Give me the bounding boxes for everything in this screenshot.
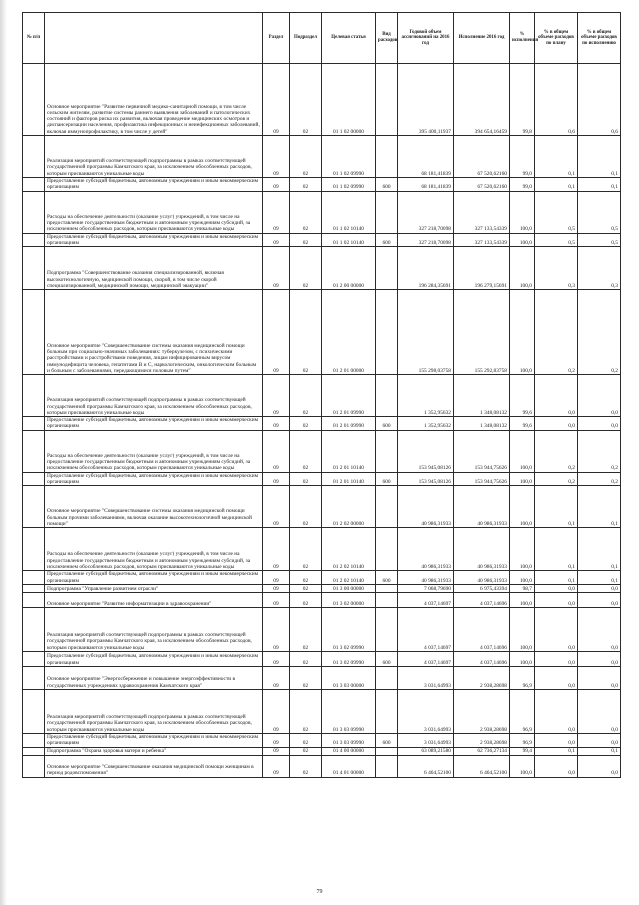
row-number [23,247,45,290]
row-number [23,584,45,592]
row-subsection: 02 [290,584,322,592]
row-target: 01 4 00 00000 [322,747,376,755]
row-subsection: 02 [290,430,322,472]
row-pct: 96,9 [510,666,535,689]
row-expense-type: 600 [376,178,398,192]
row-share-exec: 0,0 [578,375,621,417]
row-expense-type: 600 [376,472,398,486]
row-pct: 99,0 [510,178,535,192]
row-name: Подпрограмма "Совершенствование оказания специализированной, включая высокотехнологичную, медицинской помощи, скорой, в том числе скорой специализированной, медицинской помощи, медицинской эвакуации" [45,247,263,290]
row-expense-type [376,430,398,472]
row-number [23,689,45,733]
row-target: 01 3 03 00000 [322,666,376,689]
row-target: 01 1 02 00000 [322,64,376,136]
row-expense-type: 600 [376,233,398,247]
row-section: 09 [263,64,290,136]
row-exec: 6 464,52100 [454,755,510,777]
row-share-plan: 0,0 [535,607,578,651]
row-plan: 4 037,14697 [398,607,454,651]
row-exec: 153 944,75626 [454,472,510,486]
row-subsection: 02 [290,733,322,747]
row-target: 01 1 02 10140 [322,233,376,247]
row-plan: 395 400,11937 [398,64,454,136]
row-plan: 3 031,64993 [398,666,454,689]
row-expense-type [376,64,398,136]
row-pct: 98,7 [510,584,535,592]
row-plan: 7 068,79690 [398,584,454,592]
row-number [23,64,45,136]
row-plan: 68 181,41839 [398,136,454,178]
row-share-exec: 0,0 [578,584,621,592]
row-pct: 100,0 [510,592,535,607]
row-exec: 4 037,14696 [454,651,510,666]
table-row [23,486,621,528]
row-share-plan: 0,5 [535,191,578,233]
row-section: 09 [263,375,290,417]
row-section: 09 [263,486,290,528]
row-pct: 99,6 [510,375,535,417]
row-expense-type [376,592,398,607]
row-exec: 327 133,54339 [454,191,510,233]
row-share-plan: 0,2 [535,472,578,486]
row-section: 09 [263,584,290,592]
row-expense-type: 600 [376,571,398,585]
row-target: 01 2 01 09990 [322,417,376,431]
row-number [23,607,45,651]
row-subsection: 02 [290,178,322,192]
row-expense-type: 600 [376,417,398,431]
row-target: 01 2 01 09990 [322,375,376,417]
row-name: Предоставление субсидий бюджетным, автономным учреждениям и иным некоммерческим организациям [45,651,263,666]
row-section: 09 [263,247,290,290]
header-expense-type: Вид расходов [376,13,398,64]
row-name: Основное мероприятие "Совершенствование системы оказания медицинской помощи больным прочими заболеваниями, включая оказание высокотехнологичной медицинской помощи" [45,486,263,528]
row-name: Основное мероприятие "Развитие первичной медико-санитарной помощи, в том числе сельским жителям, развитие системы раннего выявления заболеваний и патологических состояний и факторов риска их развития, включая проведение медицинских осмотров и диспансеризации населения, профилактика инфекционных и неинфекционных заболеваний, включая иммунопрофилактику, в том числе у детей" [45,64,263,136]
row-name: Подпрограмма "Управление развитием отрасли" [45,584,263,592]
row-name: Предоставление субсидий бюджетным, автономным учреждениям и иным некоммерческим организациям [45,178,263,192]
row-pct: 100,0 [510,290,535,375]
row-share-exec: 0,1 [578,571,621,585]
row-plan: 40 986,31933 [398,528,454,571]
row-share-exec: 0,1 [578,136,621,178]
row-share-plan: 0,0 [535,592,578,607]
row-subsection: 02 [290,592,322,607]
row-share-exec: 0,5 [578,191,621,233]
table-row [23,247,621,290]
row-share-plan: 0,0 [535,375,578,417]
row-section: 09 [263,178,290,192]
table-header-row [23,13,621,64]
row-pct: 100,0 [510,651,535,666]
row-number [23,375,45,417]
row-name: Расходы на обеспечение деятельности (оказание услуг) учреждений, в том числе на предоставление государственным бюджетным и автономным учреждениям субсидий, за исключением обособленных расходов, которым присваиваются уникальные коды [45,528,263,571]
table-row [23,666,621,689]
row-expense-type [376,755,398,777]
row-section: 09 [263,592,290,607]
row-share-exec: 0,2 [578,472,621,486]
row-plan: 153 945,08126 [398,430,454,472]
row-exec: 196 279,15691 [454,247,510,290]
row-name: Подпрограмма "Охрана здоровья матери и ребенка" [45,747,263,755]
row-share-plan: 0,1 [535,136,578,178]
row-plan: 3 031,64993 [398,689,454,733]
row-pct: 99,0 [510,136,535,178]
row-plan: 40 986,31933 [398,571,454,585]
row-share-plan: 0,0 [535,755,578,777]
row-target: 01 3 03 09990 [322,689,376,733]
row-expense-type [376,584,398,592]
row-section: 09 [263,607,290,651]
row-subsection: 02 [290,247,322,290]
row-exec: 6 975,43394 [454,584,510,592]
row-share-exec: 0,0 [578,733,621,747]
row-expense-type [376,136,398,178]
row-section: 09 [263,472,290,486]
table-row [23,755,621,777]
row-share-plan: 0,0 [535,584,578,592]
table-row [23,528,621,571]
row-subsection: 02 [290,651,322,666]
row-share-exec: 0,5 [578,233,621,247]
row-expense-type: 600 [376,651,398,666]
row-share-plan: 0,1 [535,178,578,192]
row-subsection: 02 [290,755,322,777]
table-row [23,64,621,136]
row-subsection: 02 [290,375,322,417]
table-row [23,733,621,747]
row-section: 09 [263,430,290,472]
row-share-plan: 0,2 [535,430,578,472]
table-row [23,233,621,247]
row-pct: 96,9 [510,689,535,733]
header-share-exec: % в общем объеме расходов по исполнению [578,13,621,64]
row-number [23,733,45,747]
row-share-exec: 0,1 [578,178,621,192]
row-pct: 100,0 [510,430,535,472]
header-target: Целевая статья [322,13,376,64]
row-section: 09 [263,733,290,747]
row-section: 09 [263,651,290,666]
row-subsection: 02 [290,747,322,755]
row-name: Реализация мероприятий соответствующей подпрограммы в рамках соответствующей государственной программы Камчатского края, за исключением обособленных расходов, которым присваиваются уникальные коды [45,136,263,178]
row-expense-type [376,689,398,733]
table-row [23,136,621,178]
row-exec: 1 348,08132 [454,375,510,417]
row-share-exec: 0,0 [578,651,621,666]
row-exec: 40 986,31933 [454,486,510,528]
row-share-exec: 0,1 [578,747,621,755]
row-subsection: 02 [290,191,322,233]
row-share-plan: 0,3 [535,247,578,290]
row-subsection: 02 [290,528,322,571]
header-num: № п/п [23,13,45,64]
row-plan: 63 089,21580 [398,747,454,755]
row-exec: 1 348,08132 [454,417,510,431]
row-pct: 100,0 [510,607,535,651]
row-number [23,430,45,472]
row-share-exec: 0,0 [578,666,621,689]
row-expense-type [376,375,398,417]
table-row [23,290,621,375]
row-pct: 100,0 [510,755,535,777]
header-exec: Исполнение 2016 год [454,13,510,64]
table-row [23,472,621,486]
table-row [23,178,621,192]
row-name: Предоставление субсидий бюджетным, автономным учреждениям и иным некоммерческим организациям [45,233,263,247]
row-share-exec: 0,0 [578,755,621,777]
row-share-plan: 0,0 [535,689,578,733]
row-name: Основное мероприятие "Развитие информатизации в здравоохранении" [45,592,263,607]
row-exec: 4 037,14696 [454,592,510,607]
row-pct: 100,0 [510,247,535,290]
row-subsection: 02 [290,486,322,528]
row-pct: 99,4 [510,747,535,755]
row-plan: 4 037,14697 [398,592,454,607]
row-expense-type [376,666,398,689]
row-section: 09 [263,755,290,777]
table-row [23,607,621,651]
row-section: 09 [263,417,290,431]
row-section: 09 [263,233,290,247]
row-share-plan: 0,0 [535,651,578,666]
header-plan: Годовой объем ассигнований на 2016 год [398,13,454,64]
row-name: Реализация мероприятий соответствующей подпрограммы в рамках соответствующей государственной программы Камчатского края, за исключением обособленных расходов, которым присваиваются уникальные коды [45,375,263,417]
page-number: 79 [316,889,323,895]
row-target: 01 2 01 10140 [322,472,376,486]
row-number [23,191,45,233]
row-name: Основное мероприятие "Совершенствование системы оказания медицинской помощи больным при социально-значимых заболеваниях: туберкулезом, с психическими расстройствами и расстройствами поведения, лицам инфицированным вирусом иммунодефицита человека, гепатитами B и C, наркологическим, онкологическим больным и больным с заболеваниями, передающимися половым путем" [45,290,263,375]
row-plan: 1 352,95632 [398,417,454,431]
row-section: 09 [263,571,290,585]
table-row [23,417,621,431]
table-body [23,64,621,778]
row-exec: 2 938,28698 [454,689,510,733]
row-subsection: 02 [290,689,322,733]
row-exec: 62 736,27134 [454,747,510,755]
budget-execution-table [22,12,621,778]
row-exec: 67 520,62160 [454,178,510,192]
row-exec: 2 938,28698 [454,666,510,689]
row-name: Основное мероприятие "Энергосбережение и повышение энергоэффективности в государственных учреждениях здравоохранения Камчатского края" [45,666,263,689]
row-name: Расходы на обеспечение деятельности (оказание услуг) учреждений, в том числе на предоставление государственным бюджетным и автономным учреждениям субсидий, за исключением обособленных расходов, которым присваиваются уникальные коды [45,191,263,233]
row-exec: 155 292,83758 [454,290,510,375]
row-share-exec: 0,3 [578,247,621,290]
row-expense-type [376,191,398,233]
row-pct: 100,0 [510,486,535,528]
row-plan: 4 037,14697 [398,651,454,666]
row-share-exec: 0,1 [578,486,621,528]
row-name: Предоставление субсидий бюджетным, автономным учреждениям и иным некоммерческим организациям [45,472,263,486]
row-number [23,233,45,247]
row-plan: 153 945,08126 [398,472,454,486]
row-plan: 6 464,52100 [398,755,454,777]
row-share-exec: 0,6 [578,64,621,136]
row-number [23,651,45,666]
row-plan: 3 031,64993 [398,733,454,747]
row-plan: 327 218,70098 [398,191,454,233]
row-section: 09 [263,528,290,571]
row-number [23,136,45,178]
row-exec: 394 654,16459 [454,64,510,136]
table-row [23,689,621,733]
row-share-plan: 0,1 [535,528,578,571]
row-section: 09 [263,136,290,178]
header-share-plan: % в общем объеме расходов по плану [535,13,578,64]
row-name: Реализация мероприятий соответствующей подпрограммы в рамках соответствующей государственной программы Камчатского края, за исключением обособленных расходов, которым присваиваются уникальные коды [45,689,263,733]
row-share-plan: 0,5 [535,233,578,247]
row-name: Основное мероприятие "Совершенствование оказания медицинской помощи женщинам в период родовспоможения" [45,755,263,777]
row-expense-type [376,290,398,375]
row-number [23,747,45,755]
row-subsection: 02 [290,607,322,651]
row-plan: 196 284,35691 [398,247,454,290]
row-share-plan: 0,0 [535,733,578,747]
row-pct: 100,0 [510,571,535,585]
row-section: 09 [263,191,290,233]
row-target: 01 2 02 10140 [322,571,376,585]
row-target: 01 1 02 09990 [322,136,376,178]
row-plan: 155 298,03758 [398,290,454,375]
row-name: Предоставление субсидий бюджетным, автономным учреждениям и иным некоммерческим организациям [45,733,263,747]
row-plan: 327 218,70098 [398,233,454,247]
table-row [23,584,621,592]
row-exec: 2 938,28698 [454,733,510,747]
row-pct: 99,8 [510,64,535,136]
row-target: 01 3 02 00000 [322,592,376,607]
table-row [23,571,621,585]
header-section: Раздел [263,13,290,64]
row-pct: 100,0 [510,233,535,247]
row-number [23,417,45,431]
row-target: 01 3 03 09990 [322,733,376,747]
row-share-plan: 0,6 [535,64,578,136]
row-expense-type [376,607,398,651]
row-share-plan: 0,0 [535,666,578,689]
row-target: 01 3 02 09990 [322,651,376,666]
row-subsection: 02 [290,64,322,136]
row-share-plan: 0,1 [535,571,578,585]
row-share-exec: 0,2 [578,430,621,472]
table-row [23,651,621,666]
row-share-exec: 0,0 [578,417,621,431]
row-target: 01 2 01 00000 [322,290,376,375]
row-number [23,592,45,607]
scan-edge [0,0,7,905]
row-section: 09 [263,747,290,755]
row-section: 09 [263,689,290,733]
row-name: Предоставление субсидий бюджетным, автономным учреждениям и иным некоммерческим организациям [45,571,263,585]
table-row [23,375,621,417]
row-pct: 100,0 [510,472,535,486]
row-share-exec: 0,1 [578,528,621,571]
row-plan: 1 352,95632 [398,375,454,417]
row-number [23,755,45,777]
row-expense-type [376,247,398,290]
row-target: 01 2 02 10140 [322,528,376,571]
row-plan: 68 181,41839 [398,178,454,192]
row-pct: 100,0 [510,191,535,233]
row-target: 01 2 01 10140 [322,430,376,472]
row-number [23,666,45,689]
row-expense-type: 600 [376,733,398,747]
row-pct: 96,9 [510,733,535,747]
row-pct: 99,6 [510,417,535,431]
row-exec: 327 133,54339 [454,233,510,247]
row-section: 09 [263,666,290,689]
row-target: 01 3 00 00000 [322,584,376,592]
row-number [23,290,45,375]
row-share-exec: 0,0 [578,689,621,733]
row-number [23,178,45,192]
header-subsection: Подраздел [290,13,322,64]
row-number [23,486,45,528]
row-subsection: 02 [290,666,322,689]
row-expense-type [376,747,398,755]
row-target: 01 3 02 09990 [322,607,376,651]
row-subsection: 02 [290,290,322,375]
row-exec: 40 986,31933 [454,528,510,571]
row-exec: 67 520,62160 [454,136,510,178]
row-exec: 4 037,14696 [454,607,510,651]
row-subsection: 02 [290,417,322,431]
row-number [23,472,45,486]
table-row [23,592,621,607]
row-name: Предоставление субсидий бюджетным, автономным учреждениям и иным некоммерческим организациям [45,417,263,431]
row-plan: 40 986,31933 [398,486,454,528]
row-subsection: 02 [290,233,322,247]
row-expense-type [376,528,398,571]
row-subsection: 02 [290,571,322,585]
row-section: 09 [263,290,290,375]
row-pct: 100,0 [510,528,535,571]
row-share-plan: 0,1 [535,486,578,528]
row-name: Реализация мероприятий соответствующей подпрограммы в рамках соответствующей государственной программы Камчатского края, за исключением обособленных расходов, которым присваиваются уникальные коды [45,607,263,651]
row-share-exec: 0,2 [578,290,621,375]
row-expense-type [376,486,398,528]
row-target: 01 2 02 00000 [322,486,376,528]
row-subsection: 02 [290,472,322,486]
table-row [23,430,621,472]
row-share-exec: 0,0 [578,592,621,607]
row-target: 01 1 02 09990 [322,178,376,192]
row-share-plan: 0,2 [535,290,578,375]
table-row [23,191,621,233]
header-pct: % исполнения [510,13,535,64]
row-number [23,571,45,585]
row-exec: 40 986,31933 [454,571,510,585]
row-subsection: 02 [290,136,322,178]
row-share-plan: 0,1 [535,747,578,755]
table-row [23,747,621,755]
header-name [45,13,263,64]
row-exec: 153 944,75626 [454,430,510,472]
row-share-exec: 0,0 [578,607,621,651]
row-number [23,528,45,571]
row-target: 01 1 02 10140 [322,191,376,233]
row-target: 01 2 00 00000 [322,247,376,290]
row-name: Расходы на обеспечение деятельности (оказание услуг) учреждений, в том числе на предоставление государственным бюджетным и автономным учреждениям субсидий, за исключением обособленных расходов, которым присваиваются уникальные коды [45,430,263,472]
row-target: 01 4 01 00000 [322,755,376,777]
row-share-plan: 0,0 [535,417,578,431]
